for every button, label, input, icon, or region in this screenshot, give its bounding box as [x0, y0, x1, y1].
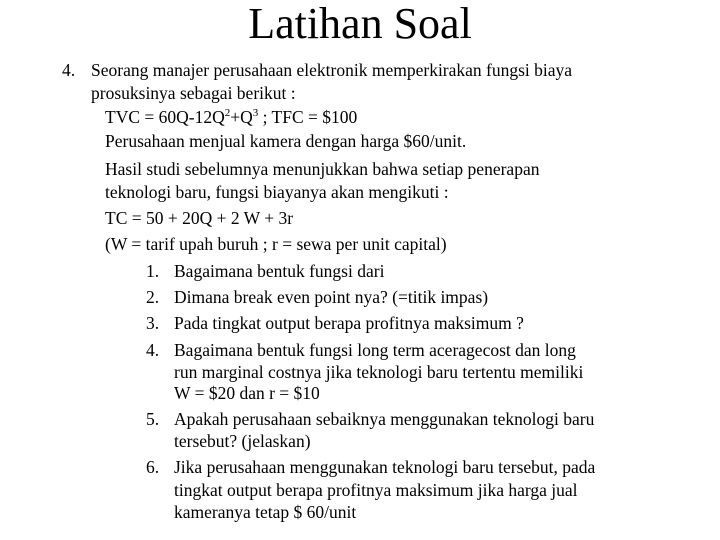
paragraph-line: teknologi baru, fungsi biayanya akan mengikuti :	[105, 182, 449, 202]
question-line: Bagaimana bentuk fungsi dari	[174, 261, 385, 281]
question-line: Jika perusahaan menggunakan teknologi baru tersebut, pada	[174, 457, 596, 477]
question-line: Bagaimana bentuk fungsi long term aceragecost dan long	[174, 340, 576, 360]
problem-number: 4.	[62, 60, 76, 80]
question-line: W = $20 dan r = $10	[174, 383, 320, 403]
question-number: 5.	[146, 409, 160, 429]
question-line: tingkat output berapa profitnya maksimum jika harga jual	[174, 480, 578, 500]
question-number: 6.	[146, 457, 160, 477]
problem-line: Seorang manajer perusahaan elektronik memperkirakan fungsi biaya	[91, 60, 573, 80]
tc-formula: TC = 50 + 20Q + 2 W + 3r	[105, 208, 294, 228]
problem-line: prosuksinya sebagai berikut :	[91, 83, 296, 103]
paragraph-line: (W = tarif upah buruh ; r = sewa per unit capital)	[105, 234, 447, 254]
tvc-formula	[105, 106, 357, 128]
question-line: run marginal costnya jika teknologi baru tertentu memiliki	[174, 362, 584, 382]
question-line: Pada tingkat output berapa profitnya maksimum ?	[174, 313, 524, 333]
question-line: Apakah perusahaan sebaiknya menggunakan teknologi baru	[174, 409, 595, 429]
question-number: 1.	[146, 261, 160, 281]
question-number: 4.	[146, 340, 160, 360]
tvc-exponent: 3	[252, 107, 259, 120]
question-line: tersebut? (jelaskan)	[174, 431, 311, 451]
tvc-middle: +Q	[230, 107, 253, 127]
question-number: 3.	[146, 313, 160, 333]
tvc-prefix: TVC = 60Q-12Q	[105, 107, 225, 127]
paragraph-line: Hasil studi sebelumnya menunjukkan bahwa setiap penerapan	[105, 159, 540, 179]
question-line: kameranya tetap $ 60/unit	[174, 502, 357, 522]
question-line: Dimana break even point nya? (=titik impas)	[174, 287, 489, 307]
question-number: 2.	[146, 287, 160, 307]
slide-title: Latihan Soal	[248, 0, 472, 48]
paragraph-line: Perusahaan menjual kamera dengan harga $60/unit.	[105, 131, 467, 151]
tvc-suffix: ; TFC = $100	[258, 107, 358, 127]
tvc-exponent: 2	[224, 107, 231, 120]
